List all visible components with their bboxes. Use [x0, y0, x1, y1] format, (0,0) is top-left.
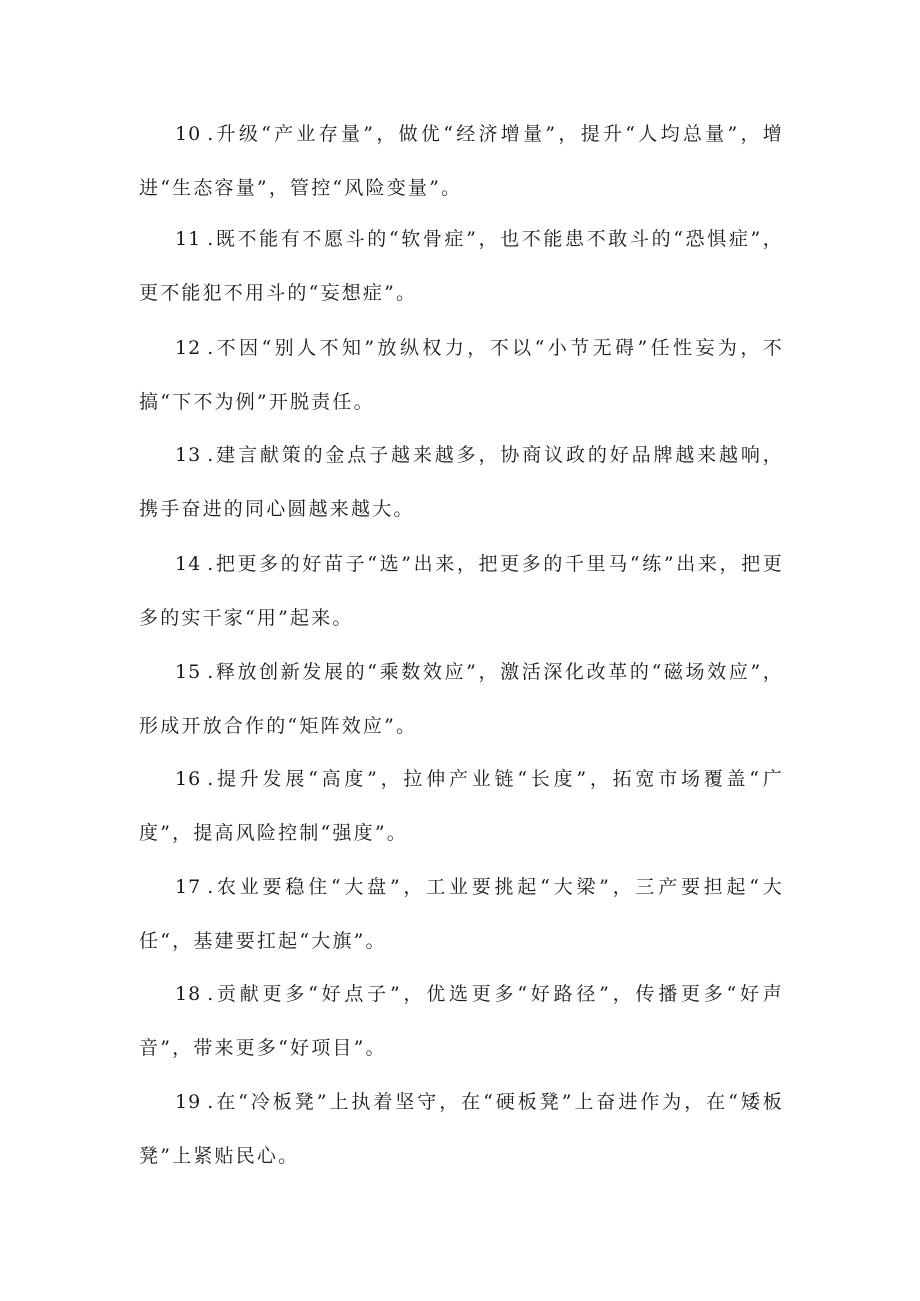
paragraph-number: 13 — [175, 444, 202, 466]
paragraph-text: .释放创新发展的“乘数效应”，激活深化改革的“磁场效应”，形成开放合作的“矩阵效应”。 — [139, 661, 784, 737]
paragraph-text: .农业要稳住“大盘”，工业要挑起“大梁”，三产要担起“大任“，基建要扛起“大旗”。 — [139, 876, 784, 952]
paragraph-12 — [139, 321, 784, 429]
paragraph-number: 15 — [175, 661, 202, 683]
paragraph-number: 10 — [175, 123, 202, 145]
paragraph-15 — [139, 645, 784, 753]
paragraph-number: 14 — [175, 553, 202, 575]
paragraph-14 — [139, 537, 784, 645]
paragraph-text: .把更多的好苗子“选”出来，把更多的千里马“练”出来，把更多的实干家“用”起来。 — [139, 553, 784, 629]
paragraph-text: .建言献策的金点子越来越多，协商议政的好品牌越来越响，携手奋进的同心圆越来越大。 — [139, 444, 784, 520]
paragraph-19 — [139, 1075, 784, 1183]
paragraph-number: 17 — [175, 876, 202, 898]
paragraph-text: .提升发展“高度”，拉伸产业链“长度”，拓宽市场覆盖“广度”，提高风险控制“强度”。 — [139, 768, 784, 844]
paragraph-text: .既不能有不愿斗的“软骨症”，也不能患不敢斗的“恐惧症”，更不能犯不用斗的“妄想症”。 — [139, 228, 784, 304]
paragraph-number: 12 — [175, 337, 202, 359]
paragraph-11 — [139, 212, 784, 320]
paragraph-number: 18 — [175, 983, 202, 1005]
paragraph-text: .贡献更多“好点子”，优选更多“好路径”，传播更多“好声音”，带来更多“好项目”。 — [139, 983, 784, 1059]
paragraph-text: .不因“别人不知”放纵权力，不以“小节无碍”任性妄为，不搞“下不为例”开脱责任。 — [139, 337, 784, 413]
paragraph-13 — [139, 428, 784, 536]
document-page — [139, 0, 784, 1301]
paragraph-text: .在“冷板凳”上执着坚守，在“硬板凳”上奋进作为，在“矮板凳”上紧贴民心。 — [139, 1091, 784, 1167]
paragraph-17 — [139, 860, 784, 968]
paragraph-10 — [139, 107, 784, 215]
paragraph-text: .升级“产业存量”，做优“经济增量”，提升“人均总量”，增进“生态容量”，管控“风险变量”。 — [139, 123, 784, 199]
paragraph-18 — [139, 967, 784, 1075]
paragraph-number: 16 — [175, 768, 202, 790]
paragraph-number: 19 — [175, 1091, 202, 1113]
paragraph-16 — [139, 752, 784, 860]
paragraph-number: 11 — [175, 228, 202, 250]
